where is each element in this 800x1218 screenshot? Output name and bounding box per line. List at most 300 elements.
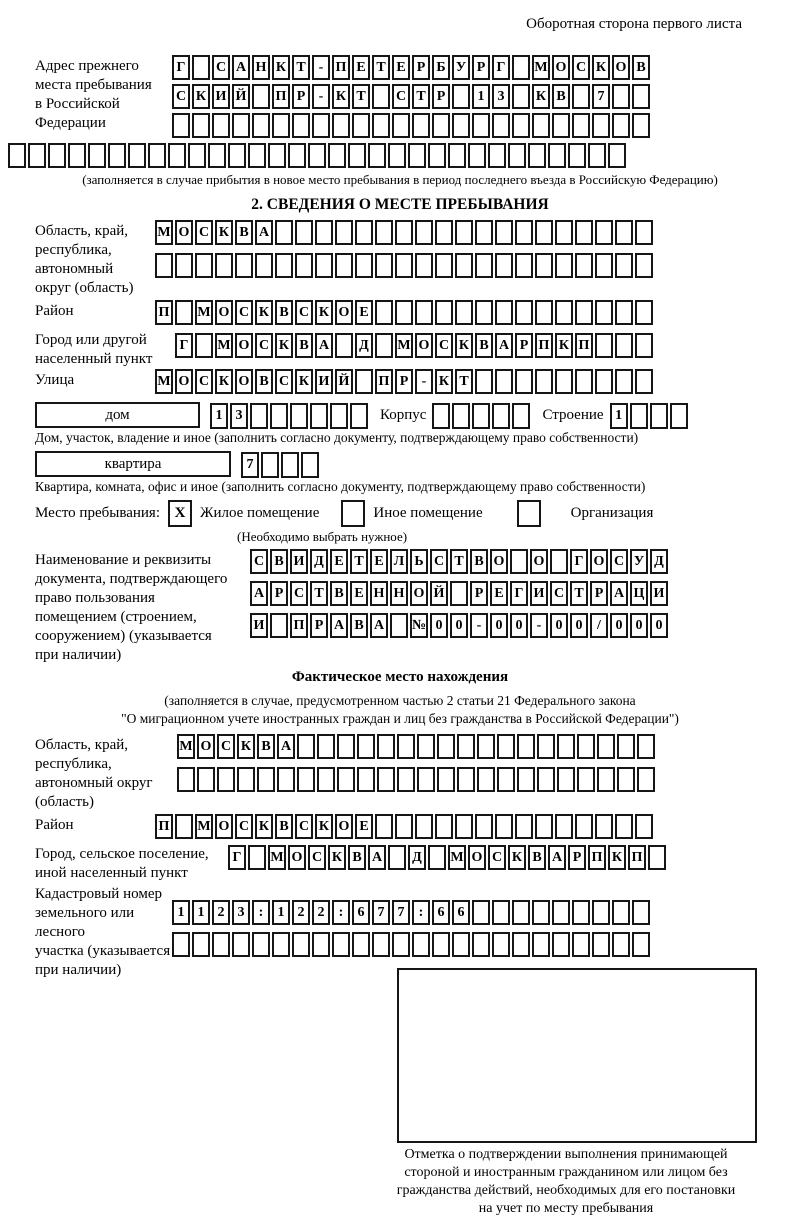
- char-box[interactable]: Т: [450, 549, 468, 574]
- char-box[interactable]: [435, 253, 453, 278]
- char-box[interactable]: [352, 932, 370, 957]
- char-box[interactable]: Р: [432, 84, 450, 109]
- char-box[interactable]: [615, 300, 633, 325]
- char-box[interactable]: [317, 767, 335, 792]
- char-box[interactable]: [168, 143, 186, 168]
- char-box[interactable]: 6: [452, 900, 470, 925]
- char-box[interactable]: [155, 253, 173, 278]
- char-box[interactable]: [268, 143, 286, 168]
- char-box[interactable]: Н: [390, 581, 408, 606]
- char-box[interactable]: С: [250, 549, 268, 574]
- char-box[interactable]: [635, 333, 653, 358]
- char-box[interactable]: [515, 220, 533, 245]
- char-box[interactable]: К: [237, 734, 255, 759]
- char-box[interactable]: [355, 369, 373, 394]
- char-box[interactable]: [357, 734, 375, 759]
- char-box[interactable]: Г: [175, 333, 193, 358]
- char-box[interactable]: Л: [390, 549, 408, 574]
- char-box[interactable]: 7: [241, 452, 259, 478]
- char-box[interactable]: 0: [650, 613, 668, 638]
- char-box[interactable]: [195, 333, 213, 358]
- char-box[interactable]: [555, 300, 573, 325]
- char-box[interactable]: К: [192, 84, 210, 109]
- char-box[interactable]: [270, 613, 288, 638]
- char-box[interactable]: А: [370, 613, 388, 638]
- char-box[interactable]: [375, 814, 393, 839]
- char-box[interactable]: [315, 220, 333, 245]
- char-box[interactable]: [632, 932, 650, 957]
- char-box[interactable]: К: [508, 845, 526, 870]
- char-box[interactable]: [455, 253, 473, 278]
- char-box[interactable]: 2: [212, 900, 230, 925]
- char-box[interactable]: М: [177, 734, 195, 759]
- char-box[interactable]: [375, 253, 393, 278]
- char-box[interactable]: Е: [355, 300, 373, 325]
- char-box[interactable]: [337, 767, 355, 792]
- char-box[interactable]: [535, 220, 553, 245]
- apartment-type-box[interactable]: квартира: [35, 451, 231, 477]
- char-box[interactable]: [535, 369, 553, 394]
- char-box[interactable]: [275, 220, 293, 245]
- char-box[interactable]: [275, 253, 293, 278]
- char-box[interactable]: [397, 734, 415, 759]
- char-box[interactable]: [312, 932, 330, 957]
- char-box[interactable]: [595, 369, 613, 394]
- char-box[interactable]: Е: [490, 581, 508, 606]
- char-box[interactable]: [335, 333, 353, 358]
- char-box[interactable]: [595, 253, 613, 278]
- char-box[interactable]: Р: [412, 55, 430, 80]
- char-box[interactable]: П: [628, 845, 646, 870]
- char-box[interactable]: [492, 932, 510, 957]
- char-box[interactable]: 7: [372, 900, 390, 925]
- char-box[interactable]: [288, 143, 306, 168]
- char-box[interactable]: [88, 143, 106, 168]
- char-box[interactable]: :: [332, 900, 350, 925]
- char-box[interactable]: [475, 814, 493, 839]
- char-box[interactable]: [355, 253, 373, 278]
- char-box[interactable]: В: [235, 220, 253, 245]
- char-box[interactable]: 0: [490, 613, 508, 638]
- char-box[interactable]: [315, 253, 333, 278]
- char-box[interactable]: [495, 369, 513, 394]
- char-box[interactable]: [308, 143, 326, 168]
- char-box[interactable]: [270, 403, 288, 429]
- char-box[interactable]: [335, 253, 353, 278]
- char-box[interactable]: С: [295, 814, 313, 839]
- char-box[interactable]: [435, 220, 453, 245]
- char-box[interactable]: 1: [610, 403, 628, 429]
- char-box[interactable]: [572, 113, 590, 138]
- char-box[interactable]: С: [275, 369, 293, 394]
- char-box[interactable]: С: [235, 300, 253, 325]
- char-box[interactable]: [295, 253, 313, 278]
- char-box[interactable]: [612, 932, 630, 957]
- char-box[interactable]: [252, 84, 270, 109]
- char-box[interactable]: [528, 143, 546, 168]
- char-box[interactable]: [395, 300, 413, 325]
- char-box[interactable]: [68, 143, 86, 168]
- char-box[interactable]: [472, 900, 490, 925]
- char-box[interactable]: [615, 814, 633, 839]
- char-box[interactable]: В: [275, 814, 293, 839]
- char-box[interactable]: К: [332, 84, 350, 109]
- char-box[interactable]: С: [217, 734, 235, 759]
- char-box[interactable]: [575, 253, 593, 278]
- char-box[interactable]: К: [328, 845, 346, 870]
- char-box[interactable]: И: [290, 549, 308, 574]
- char-box[interactable]: В: [255, 369, 273, 394]
- char-box[interactable]: [597, 767, 615, 792]
- char-box[interactable]: [248, 143, 266, 168]
- char-box[interactable]: [492, 900, 510, 925]
- char-box[interactable]: [457, 767, 475, 792]
- char-box[interactable]: Т: [350, 549, 368, 574]
- char-box[interactable]: К: [215, 220, 233, 245]
- char-box[interactable]: О: [175, 220, 193, 245]
- char-box[interactable]: [595, 220, 613, 245]
- char-box[interactable]: О: [530, 549, 548, 574]
- char-box[interactable]: М: [532, 55, 550, 80]
- char-box[interactable]: [517, 767, 535, 792]
- char-box[interactable]: К: [275, 333, 293, 358]
- char-box[interactable]: [452, 84, 470, 109]
- char-box[interactable]: [348, 143, 366, 168]
- char-box[interactable]: Й: [430, 581, 448, 606]
- char-box[interactable]: [248, 845, 266, 870]
- char-box[interactable]: [228, 143, 246, 168]
- char-box[interactable]: [537, 767, 555, 792]
- char-box[interactable]: С: [255, 333, 273, 358]
- char-box[interactable]: М: [215, 333, 233, 358]
- char-box[interactable]: [312, 113, 330, 138]
- char-box[interactable]: В: [270, 549, 288, 574]
- char-box[interactable]: [475, 300, 493, 325]
- char-box[interactable]: Е: [352, 55, 370, 80]
- char-box[interactable]: [552, 113, 570, 138]
- char-box[interactable]: [455, 814, 473, 839]
- char-box[interactable]: [197, 767, 215, 792]
- char-box[interactable]: Е: [355, 814, 373, 839]
- char-box[interactable]: И: [530, 581, 548, 606]
- char-box[interactable]: О: [335, 300, 353, 325]
- char-box[interactable]: [572, 900, 590, 925]
- char-box[interactable]: [592, 900, 610, 925]
- char-box[interactable]: С: [572, 55, 590, 80]
- char-box[interactable]: [617, 734, 635, 759]
- char-box[interactable]: 2: [292, 900, 310, 925]
- char-box[interactable]: М: [155, 369, 173, 394]
- char-box[interactable]: [475, 220, 493, 245]
- char-box[interactable]: [175, 253, 193, 278]
- char-box[interactable]: [455, 300, 473, 325]
- char-box[interactable]: А: [232, 55, 250, 80]
- char-box[interactable]: Р: [270, 581, 288, 606]
- char-box[interactable]: [477, 734, 495, 759]
- char-box[interactable]: С: [290, 581, 308, 606]
- char-box[interactable]: М: [155, 220, 173, 245]
- char-box[interactable]: [537, 734, 555, 759]
- char-box[interactable]: И: [650, 581, 668, 606]
- char-box[interactable]: П: [375, 369, 393, 394]
- char-box[interactable]: [632, 84, 650, 109]
- char-box[interactable]: Е: [370, 549, 388, 574]
- char-box[interactable]: [377, 767, 395, 792]
- char-box[interactable]: [108, 143, 126, 168]
- char-box[interactable]: [328, 143, 346, 168]
- char-box[interactable]: В: [528, 845, 546, 870]
- char-box[interactable]: [517, 734, 535, 759]
- char-box[interactable]: [128, 143, 146, 168]
- char-box[interactable]: [292, 932, 310, 957]
- char-box[interactable]: [612, 113, 630, 138]
- char-box[interactable]: [557, 767, 575, 792]
- house-type-box[interactable]: дом: [35, 402, 200, 428]
- char-box[interactable]: 1: [472, 84, 490, 109]
- char-box[interactable]: [512, 84, 530, 109]
- char-box[interactable]: [648, 845, 666, 870]
- char-box[interactable]: -: [312, 55, 330, 80]
- char-box[interactable]: П: [588, 845, 606, 870]
- char-box[interactable]: [450, 581, 468, 606]
- char-box[interactable]: [372, 113, 390, 138]
- char-box[interactable]: О: [552, 55, 570, 80]
- char-box[interactable]: [8, 143, 26, 168]
- char-box[interactable]: В: [552, 84, 570, 109]
- char-box[interactable]: [512, 113, 530, 138]
- char-box[interactable]: Т: [310, 581, 328, 606]
- char-box[interactable]: [632, 113, 650, 138]
- char-box[interactable]: [437, 767, 455, 792]
- char-box[interactable]: О: [175, 369, 193, 394]
- char-box[interactable]: В: [295, 333, 313, 358]
- char-box[interactable]: В: [350, 613, 368, 638]
- char-box[interactable]: [457, 734, 475, 759]
- char-box[interactable]: Т: [372, 55, 390, 80]
- char-box[interactable]: [632, 900, 650, 925]
- char-box[interactable]: [535, 300, 553, 325]
- char-box[interactable]: [310, 403, 328, 429]
- char-box[interactable]: О: [235, 369, 253, 394]
- char-box[interactable]: 6: [352, 900, 370, 925]
- char-box[interactable]: 0: [630, 613, 648, 638]
- char-box[interactable]: [495, 300, 513, 325]
- char-box[interactable]: [388, 143, 406, 168]
- char-box[interactable]: Р: [470, 581, 488, 606]
- char-box[interactable]: О: [468, 845, 486, 870]
- char-box[interactable]: [472, 403, 490, 429]
- char-box[interactable]: О: [490, 549, 508, 574]
- char-box[interactable]: [550, 549, 568, 574]
- char-box[interactable]: С: [430, 549, 448, 574]
- char-box[interactable]: [357, 767, 375, 792]
- char-box[interactable]: 0: [450, 613, 468, 638]
- char-box[interactable]: [557, 734, 575, 759]
- char-box[interactable]: [375, 333, 393, 358]
- char-box[interactable]: [301, 452, 319, 478]
- char-box[interactable]: [615, 369, 633, 394]
- char-box[interactable]: [292, 113, 310, 138]
- char-box[interactable]: [297, 767, 315, 792]
- char-box[interactable]: Р: [310, 613, 328, 638]
- char-box[interactable]: А: [368, 845, 386, 870]
- char-box[interactable]: С: [392, 84, 410, 109]
- char-box[interactable]: К: [295, 369, 313, 394]
- checkbox-organization[interactable]: [517, 500, 541, 527]
- char-box[interactable]: [512, 900, 530, 925]
- char-box[interactable]: [455, 220, 473, 245]
- char-box[interactable]: П: [290, 613, 308, 638]
- char-box[interactable]: [332, 932, 350, 957]
- char-box[interactable]: А: [277, 734, 295, 759]
- char-box[interactable]: [475, 253, 493, 278]
- char-box[interactable]: А: [610, 581, 628, 606]
- char-box[interactable]: Г: [492, 55, 510, 80]
- char-box[interactable]: [261, 452, 279, 478]
- char-box[interactable]: [595, 814, 613, 839]
- char-box[interactable]: [477, 767, 495, 792]
- char-box[interactable]: [272, 113, 290, 138]
- char-box[interactable]: [297, 734, 315, 759]
- char-box[interactable]: М: [195, 814, 213, 839]
- char-box[interactable]: [412, 113, 430, 138]
- char-box[interactable]: Т: [455, 369, 473, 394]
- char-box[interactable]: В: [275, 300, 293, 325]
- char-box[interactable]: [375, 300, 393, 325]
- char-box[interactable]: [217, 767, 235, 792]
- char-box[interactable]: 1: [210, 403, 228, 429]
- char-box[interactable]: [188, 143, 206, 168]
- char-box[interactable]: А: [255, 220, 273, 245]
- checkbox-other-premises[interactable]: [341, 500, 365, 527]
- char-box[interactable]: И: [315, 369, 333, 394]
- char-box[interactable]: [452, 932, 470, 957]
- char-box[interactable]: [592, 113, 610, 138]
- char-box[interactable]: [635, 253, 653, 278]
- char-box[interactable]: :: [252, 900, 270, 925]
- char-box[interactable]: Г: [570, 549, 588, 574]
- char-box[interactable]: [650, 403, 668, 429]
- char-box[interactable]: [615, 253, 633, 278]
- char-box[interactable]: 3: [232, 900, 250, 925]
- char-box[interactable]: [175, 814, 193, 839]
- char-box[interactable]: Р: [395, 369, 413, 394]
- char-box[interactable]: [637, 734, 655, 759]
- char-box[interactable]: [148, 143, 166, 168]
- char-box[interactable]: [555, 220, 573, 245]
- char-box[interactable]: [497, 767, 515, 792]
- char-box[interactable]: [177, 767, 195, 792]
- char-box[interactable]: [195, 253, 213, 278]
- char-box[interactable]: С: [295, 300, 313, 325]
- char-box[interactable]: С: [195, 220, 213, 245]
- char-box[interactable]: [488, 143, 506, 168]
- char-box[interactable]: [172, 932, 190, 957]
- char-box[interactable]: -: [415, 369, 433, 394]
- char-box[interactable]: [192, 932, 210, 957]
- char-box[interactable]: [212, 932, 230, 957]
- char-box[interactable]: [435, 814, 453, 839]
- char-box[interactable]: О: [415, 333, 433, 358]
- char-box[interactable]: [392, 932, 410, 957]
- char-box[interactable]: У: [452, 55, 470, 80]
- char-box[interactable]: [417, 734, 435, 759]
- char-box[interactable]: В: [475, 333, 493, 358]
- char-box[interactable]: [432, 113, 450, 138]
- char-box[interactable]: К: [215, 369, 233, 394]
- char-box[interactable]: [617, 767, 635, 792]
- char-box[interactable]: [635, 814, 653, 839]
- char-box[interactable]: Й: [232, 84, 250, 109]
- char-box[interactable]: Г: [172, 55, 190, 80]
- char-box[interactable]: [375, 220, 393, 245]
- char-box[interactable]: [377, 734, 395, 759]
- char-box[interactable]: Й: [335, 369, 353, 394]
- char-box[interactable]: [635, 300, 653, 325]
- char-box[interactable]: [252, 113, 270, 138]
- char-box[interactable]: [355, 220, 373, 245]
- char-box[interactable]: К: [592, 55, 610, 80]
- char-box[interactable]: [277, 767, 295, 792]
- char-box[interactable]: [415, 253, 433, 278]
- char-box[interactable]: Н: [370, 581, 388, 606]
- char-box[interactable]: 0: [550, 613, 568, 638]
- char-box[interactable]: О: [288, 845, 306, 870]
- char-box[interactable]: [172, 113, 190, 138]
- char-box[interactable]: [372, 84, 390, 109]
- char-box[interactable]: [208, 143, 226, 168]
- char-box[interactable]: [428, 143, 446, 168]
- char-box[interactable]: [670, 403, 688, 429]
- char-box[interactable]: Б: [432, 55, 450, 80]
- char-box[interactable]: [548, 143, 566, 168]
- char-box[interactable]: [452, 113, 470, 138]
- char-box[interactable]: -: [470, 613, 488, 638]
- char-box[interactable]: В: [257, 734, 275, 759]
- char-box[interactable]: [350, 403, 368, 429]
- char-box[interactable]: 6: [432, 900, 450, 925]
- char-box[interactable]: [535, 253, 553, 278]
- char-box[interactable]: О: [215, 300, 233, 325]
- char-box[interactable]: С: [195, 369, 213, 394]
- char-box[interactable]: К: [555, 333, 573, 358]
- char-box[interactable]: П: [272, 84, 290, 109]
- char-box[interactable]: [330, 403, 348, 429]
- char-box[interactable]: О: [410, 581, 428, 606]
- char-box[interactable]: [290, 403, 308, 429]
- char-box[interactable]: [432, 932, 450, 957]
- char-box[interactable]: П: [332, 55, 350, 80]
- char-box[interactable]: [515, 253, 533, 278]
- char-box[interactable]: Т: [292, 55, 310, 80]
- char-box[interactable]: [512, 932, 530, 957]
- char-box[interactable]: [588, 143, 606, 168]
- char-box[interactable]: [508, 143, 526, 168]
- char-box[interactable]: [390, 613, 408, 638]
- char-box[interactable]: Н: [252, 55, 270, 80]
- char-box[interactable]: В: [348, 845, 366, 870]
- char-box[interactable]: Р: [292, 84, 310, 109]
- char-box[interactable]: [612, 900, 630, 925]
- char-box[interactable]: К: [315, 300, 333, 325]
- char-box[interactable]: [492, 403, 510, 429]
- char-box[interactable]: Е: [330, 549, 348, 574]
- char-box[interactable]: 0: [510, 613, 528, 638]
- char-box[interactable]: [612, 84, 630, 109]
- char-box[interactable]: О: [590, 549, 608, 574]
- char-box[interactable]: [417, 767, 435, 792]
- char-box[interactable]: [552, 932, 570, 957]
